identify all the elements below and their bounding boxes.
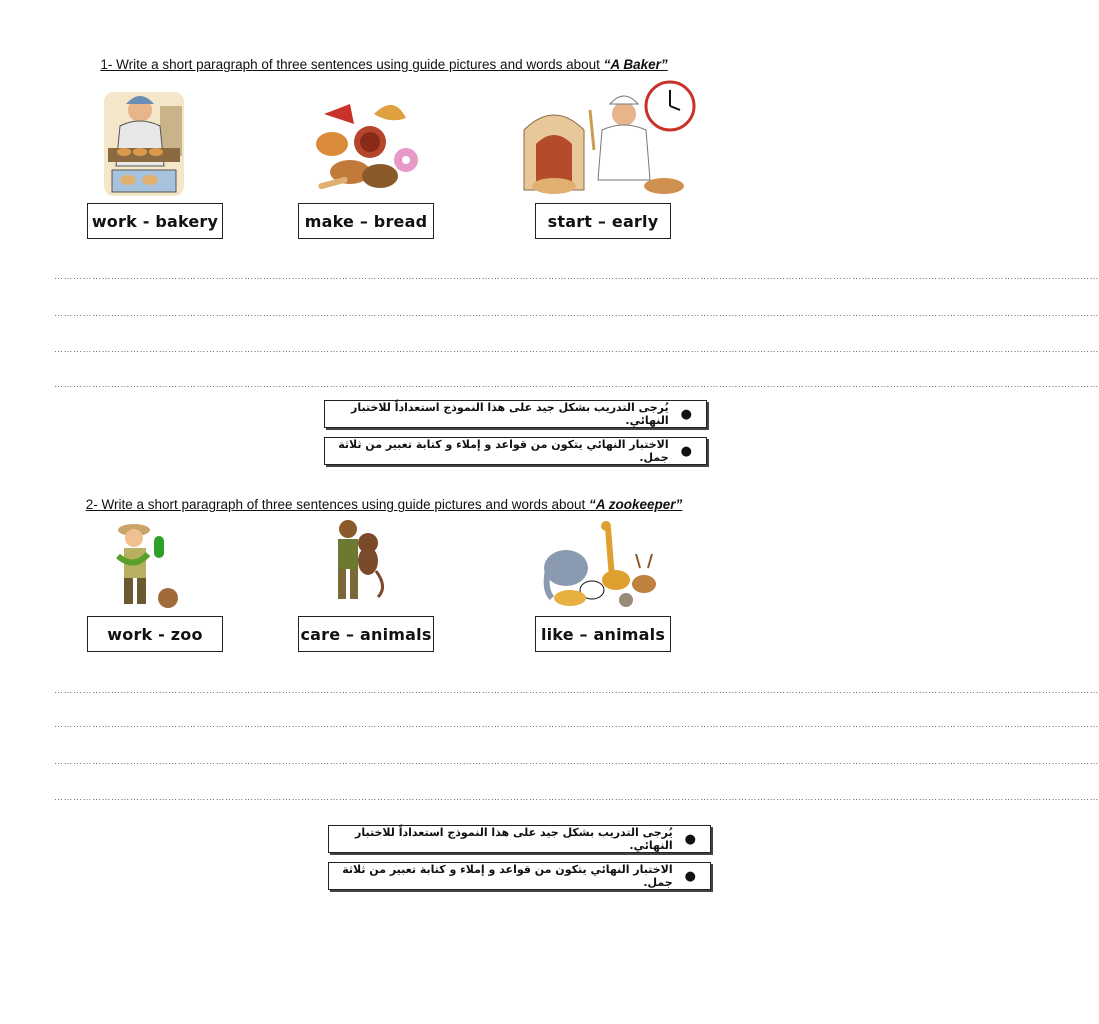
question-1-topic: “A Baker” (603, 57, 668, 72)
animals-picture (540, 518, 662, 610)
zookeeper-monkey-picture (326, 517, 394, 605)
writing-line[interactable]: …………………………………………………………………………………………………………………………………………………………………………………………………………………………………………………………………………………………………… (54, 756, 1099, 766)
bullet: ● (684, 868, 696, 884)
writing-line[interactable]: …………………………………………………………………………………………………………………………………………………………………………………………………………………………………………………………………………………………………… (54, 792, 1099, 802)
writing-line[interactable]: …………………………………………………………………………………………………………………………………………………………………………………………………………………………………………………………………………………………………… (54, 308, 1099, 318)
word-box-like-animals: like – animals (535, 616, 671, 652)
note-text: الاختبار النهائي يتكون من قواعد و إملاء و كتابة تعبير من ثلاثة جمل. (338, 438, 669, 464)
note-practice (328, 825, 711, 853)
writing-line[interactable]: …………………………………………………………………………………………………………………………………………………………………………………………………………………………………………………………………………………………………… (54, 379, 1099, 389)
note-text: الاختبار النهائي يتكون من قواعد و إملاء و كتابة تعبير من ثلاثة جمل. (342, 863, 673, 889)
question-1-title (0, 57, 768, 72)
note-practice (324, 400, 707, 428)
question-1-prompt: 1- Write a short paragraph of three sentences using guide pictures and words about (100, 57, 604, 72)
word-box-work-bakery: work - bakery (87, 203, 223, 239)
baker-clock-picture (514, 80, 698, 200)
question-2-prompt: 2- Write a short paragraph of three sentences using guide pictures and words about (85, 497, 589, 512)
baker-picture (98, 86, 190, 202)
bullet: ● (680, 406, 692, 422)
word-box-care-animals: care – animals (298, 616, 434, 652)
word-box-work-zoo: work - zoo (87, 616, 223, 652)
writing-line[interactable]: …………………………………………………………………………………………………………………………………………………………………………………………………………………………………………………………………………………………………… (54, 271, 1099, 281)
writing-line[interactable]: …………………………………………………………………………………………………………………………………………………………………………………………………………………………………………………………………………………………………… (54, 719, 1099, 729)
bread-picture (310, 94, 424, 194)
writing-line[interactable]: …………………………………………………………………………………………………………………………………………………………………………………………………………………………………………………………………………………………………… (54, 685, 1099, 695)
note-text: يُرجى التدريب بشكل جيد على هذا النموذج استعداداً للاختبار النهائي. (355, 826, 673, 852)
note-exam-content (328, 862, 711, 890)
zookeeper-picture (104, 520, 184, 614)
note-text: يُرجى التدريب بشكل جيد على هذا النموذج استعداداً للاختبار النهائي. (351, 401, 669, 427)
word-box-make-bread: make – bread (298, 203, 434, 239)
bullet: ● (684, 831, 696, 847)
word-box-start-early: start – early (535, 203, 671, 239)
question-2-title (0, 497, 768, 512)
note-exam-content (324, 437, 707, 465)
question-2-topic: “A zookeeper” (589, 497, 683, 512)
bullet: ● (680, 443, 692, 459)
writing-line[interactable]: …………………………………………………………………………………………………………………………………………………………………………………………………………………………………………………………………………………………………… (54, 344, 1099, 354)
